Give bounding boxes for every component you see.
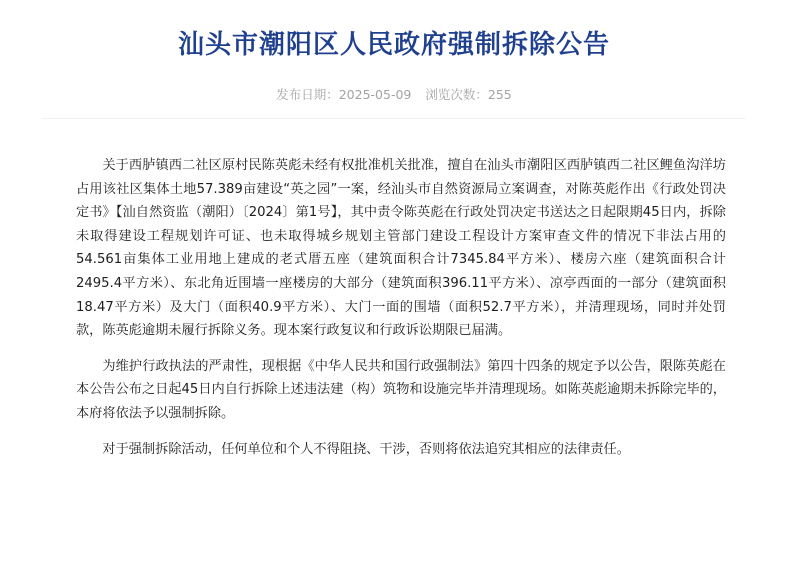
body-paragraph-3: 对于强制拆除活动，任何单位和个人不得阻挠、干涉，否则将依法追究其相应的法律责任。 — [102, 441, 630, 457]
views-label: 浏览次数： — [425, 87, 488, 102]
announcement-body — [76, 154, 726, 461]
header-divider — [42, 118, 746, 119]
publish-meta — [0, 85, 788, 103]
body-paragraph-2: 为维护行政执法的严肃性，现根据《中华人民共和国行政强制法》第四十四条的规定予以公告，限陈英彪在本公告公布之日起45日内自行拆除上述违法建（构）筑物和设施完毕并清理现场。如陈英彪逾期未拆除完毕的，本府将依法予以强制拆除。 — [76, 358, 726, 421]
views-count: 255 — [487, 87, 512, 102]
body-paragraph-1: 关于西胪镇西二社区原村民陈英彪未经有权批准机关批准，擅自在汕头市潮阳区西胪镇西二社区鲤鱼沟洋坊占用该社区集体土地57.389亩建设“英之园”一案，经汕头市自然资源局立案调查，对陈英彪作出《行政处罚决定书》【汕自然资监（潮阳）〔2024〕第1号】，其中责令陈英彪在行政处罚决定书送达之日起限期45日内，拆除未取得建设工程规划许可证、也未取得城乡规划主管部门建设工程设计方案审查文件的情况下非法占用的54.561亩集体工业用地上建成的老式厝五座（建筑面积合计7345.84平方米）、楼房六座（建筑面积合计2495.4平方米）、东北角近围墙一座楼房的大部分（建筑面积396.11平方米）、凉亭西面的一部分（建筑面积18.47平方米）及大门（面积40.9平方米）、大门一面的围墙（面积52.7平方米），并清理现场，同时并处罚款，陈英彪逾期未履行拆除义务。现本案行政复议和行政诉讼期限已届满。 — [76, 158, 726, 339]
published-date: 2025-05-09 — [338, 87, 412, 102]
page-title: 汕头市潮阳区人民政府强制拆除公告 — [177, 30, 610, 60]
published-label: 发布日期： — [276, 87, 339, 102]
